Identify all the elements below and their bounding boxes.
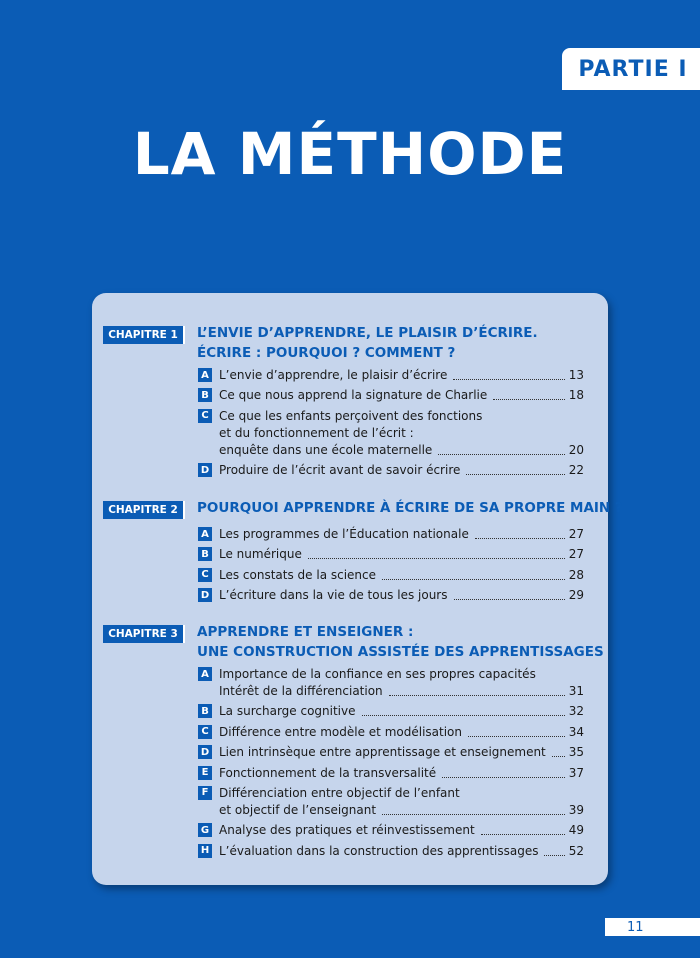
entry-last-line [219, 462, 584, 479]
entry-body [219, 567, 584, 584]
dot-leader [475, 537, 565, 539]
entry-page-number: 32 [568, 704, 584, 719]
entry-last-line [219, 843, 584, 860]
entry-title-line: et du fonctionnement de l’écrit : [219, 425, 414, 440]
entry-body [219, 724, 584, 741]
entry-page-number: 27 [568, 527, 584, 541]
entry-title-line: Intérêt de la différenciation [219, 684, 383, 698]
chapter-title-line: L’ENVIE D’APPRENDRE, LE PLAISIR D’ÉCRIRE. [197, 325, 538, 341]
entry-body [219, 387, 584, 404]
entry-title-line: Les programmes de l’Éducation nationale [219, 527, 469, 541]
entry-title-line: Fonctionnement de la transversalité [219, 765, 437, 780]
entry-title-line: La surcharge cognitive [219, 704, 356, 719]
entry-last-line [219, 546, 584, 563]
entry-last-line [219, 802, 584, 819]
toc-entry[interactable] [198, 546, 584, 563]
entry-page-number: 27 [568, 547, 584, 562]
chapter-badge: CHAPITRE 2 [103, 501, 185, 519]
entry-body [219, 408, 584, 459]
entry-title-line: Différenciation entre objectif de l’enfant [219, 785, 460, 800]
entry-last-line [219, 822, 584, 839]
chapter-title-line: POURQUOI APPRENDRE À ÉCRIRE DE SA PROPRE MAIN ? [197, 500, 623, 516]
entry-title-line: Le numérique [219, 547, 302, 562]
entry-body [219, 587, 584, 604]
dot-leader [493, 398, 564, 400]
entry-last-line [219, 703, 584, 720]
toc-entry[interactable] [198, 526, 584, 543]
entry-title-line: L’envie d’apprendre, le plaisir d’écrire [219, 368, 448, 382]
table-of-contents [92, 293, 623, 885]
toc-entry[interactable] [198, 408, 584, 459]
page-number-text: 11 [627, 919, 644, 935]
entry-letter-badge: C [198, 568, 212, 582]
entry-last-line [219, 367, 584, 384]
chapter-title [197, 498, 623, 518]
entry-body [219, 843, 584, 860]
entry-last-line [219, 526, 584, 543]
toc-entry[interactable] [198, 822, 584, 839]
entry-letter-badge: D [198, 588, 212, 602]
entry-last-line [219, 744, 584, 761]
dot-leader [453, 378, 564, 380]
toc-entry[interactable] [198, 387, 584, 404]
entry-page-number: 34 [568, 724, 584, 739]
entry-title-line: L’écriture dans la vie de tous les jours [219, 588, 448, 603]
entry-last-line [219, 442, 584, 459]
entry-title-line: et objectif de l’enseignant [219, 802, 377, 817]
entry-title-line: L’évaluation dans la construction des apprentissages [219, 843, 539, 858]
chapter-entries [198, 526, 584, 608]
entry-title-line: Importance de la confiance en ses propres capacités [219, 667, 536, 681]
entry-page-number: 49 [568, 823, 584, 838]
chapter-title-line: ÉCRIRE : POURQUOI ? COMMENT ? [197, 345, 456, 361]
dot-leader [481, 833, 565, 835]
entry-letter-badge: C [198, 409, 212, 423]
entry-letter-badge: C [198, 725, 212, 739]
entry-page-number: 39 [568, 802, 584, 817]
dot-leader [438, 453, 564, 455]
entry-body [219, 822, 584, 839]
entry-body [219, 462, 584, 479]
entry-page-number: 20 [568, 442, 584, 457]
toc-entry[interactable] [198, 765, 584, 782]
entry-page-number: 28 [568, 567, 584, 582]
dot-leader [382, 813, 565, 815]
dot-leader [382, 578, 565, 580]
entry-letter-badge: F [198, 786, 212, 800]
entry-title-line: Produire de l’écrit avant de savoir écrire [219, 463, 461, 478]
entry-letter-badge: G [198, 823, 212, 837]
chapter-title-line: UNE CONSTRUCTION ASSISTÉE DES APPRENTISSAGES [197, 644, 604, 660]
toc-entry[interactable] [198, 785, 584, 819]
entry-letter-badge: B [198, 704, 212, 718]
chapter-title [197, 323, 602, 363]
entry-letter-badge: A [198, 667, 212, 681]
dot-leader [308, 557, 565, 559]
entry-last-line [219, 387, 584, 404]
entry-body [219, 785, 584, 819]
partie-tab [562, 48, 700, 90]
chapter-badge: CHAPITRE 1 [103, 326, 185, 344]
page-number [605, 918, 700, 936]
dot-leader [552, 755, 565, 757]
entry-page-number: 29 [568, 588, 584, 603]
entry-title-line: Lien intrinsèque entre apprentissage et enseignement [219, 745, 546, 760]
page-title: LA MÉTHODE [132, 120, 568, 188]
entry-body [219, 666, 584, 700]
entry-body [219, 703, 584, 720]
entry-last-line [219, 683, 584, 700]
entry-page-number: 37 [568, 765, 584, 780]
dot-leader [466, 473, 564, 475]
dot-leader [468, 735, 565, 737]
entry-body [219, 765, 584, 782]
entry-page-number: 35 [568, 745, 584, 760]
toc-entry[interactable] [198, 587, 584, 604]
toc-entry[interactable] [198, 567, 584, 584]
chapter-entries [198, 666, 584, 863]
dot-leader [362, 714, 565, 716]
dot-leader [454, 598, 565, 600]
chapter-entries [198, 367, 584, 483]
dot-leader [442, 776, 565, 778]
entry-last-line [219, 724, 584, 741]
entry-letter-badge: D [198, 463, 212, 477]
entry-body [219, 367, 584, 384]
entry-letter-badge: B [198, 547, 212, 561]
toc-entry[interactable] [198, 724, 584, 741]
toc-entry[interactable] [198, 666, 584, 700]
entry-title-line: Ce que les enfants perçoivent des fonctions [219, 408, 483, 423]
entry-last-line [219, 567, 584, 584]
chapter-title-line: APPRENDRE ET ENSEIGNER : [197, 624, 414, 640]
dot-leader [544, 854, 564, 856]
toc-entry[interactable] [198, 744, 584, 761]
entry-page-number: 13 [568, 368, 584, 382]
dot-leader [389, 694, 565, 696]
entry-letter-badge: B [198, 388, 212, 402]
entry-letter-badge: A [198, 527, 212, 541]
entry-last-line [219, 587, 584, 604]
partie-label: PARTIE I [578, 56, 688, 82]
entry-letter-badge: A [198, 368, 212, 382]
entry-title-line: Les constats de la science [219, 567, 377, 582]
chapter-title [197, 622, 602, 662]
entry-body [219, 744, 584, 761]
toc-entry[interactable] [198, 843, 584, 860]
entry-letter-badge: H [198, 844, 212, 858]
entry-title-line: Analyse des pratiques et réinvestissement [219, 823, 475, 838]
entry-title-line: Différence entre modèle et modélisation [219, 724, 462, 739]
entry-page-number: 22 [568, 463, 584, 478]
entry-title-line: Ce que nous apprend la signature de Charlie [219, 388, 488, 403]
entry-title-line: enquête dans une école maternelle [219, 442, 433, 457]
entry-letter-badge: E [198, 766, 212, 780]
chapter-badge: CHAPITRE 3 [103, 625, 185, 643]
entry-last-line [219, 765, 584, 782]
toc-entry[interactable] [198, 367, 584, 384]
entry-body [219, 526, 584, 543]
toc-entry[interactable] [198, 703, 584, 720]
entry-body [219, 546, 584, 563]
entry-letter-badge: D [198, 745, 212, 759]
entry-page-number: 52 [568, 843, 584, 858]
entry-page-number: 31 [568, 684, 584, 698]
toc-entry[interactable] [198, 462, 584, 479]
entry-page-number: 18 [568, 388, 584, 403]
